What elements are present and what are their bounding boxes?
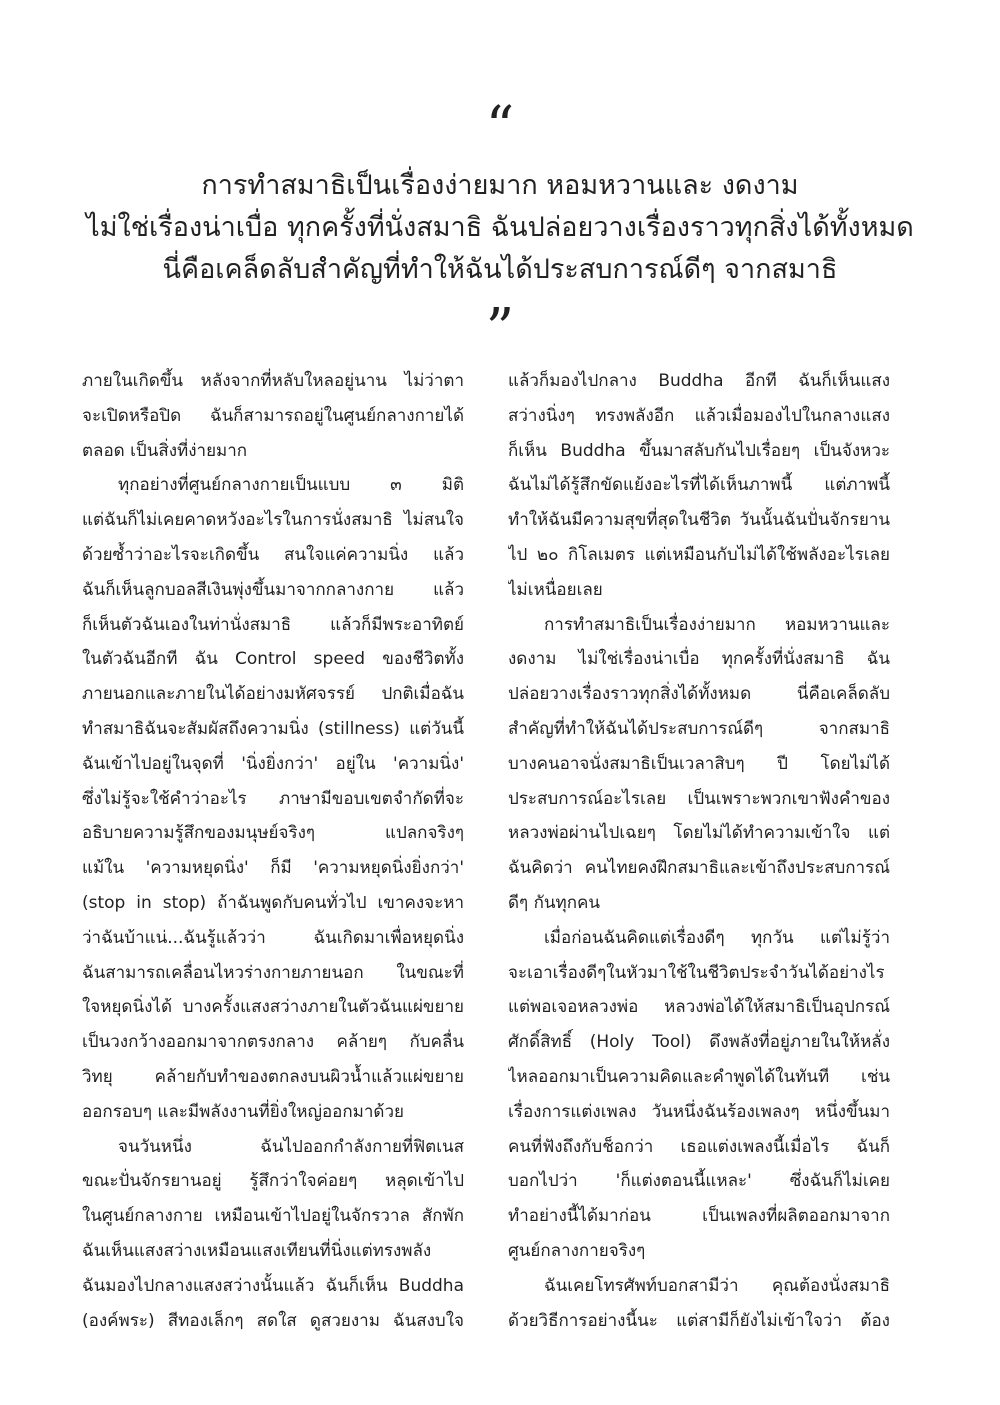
text-line: ออกรอบๆ และมีพลังงานที่ยิ่งใหญ่ออกมาด้วย <box>82 1101 404 1122</box>
text-line: งดงาม ไม่ใช่เรื่องน่าเบื่อ ทุกครั้งที่นั่งสมาธิ ฉัน <box>508 649 890 670</box>
text-line: ศูนย์กลางกายจริงๆ <box>508 1240 646 1261</box>
text-line: ฉันไม่ได้รู้สึกขัดแย้งอะไรที่ได้เห็นภาพนี้ แต่ภาพนี้ <box>508 475 890 496</box>
text-line: (stop in stop) ถ้าฉันพูดกับคนทั่วไป เขาคงจะหา <box>82 892 464 913</box>
pull-quote-line: การทำสมาธิเป็นเรื่องง่ายมาก หอมหวานและ งดงาม <box>201 170 799 201</box>
text-line: ศักดิ์สิทธิ์ (Holy Tool) ดึงพลังที่อยู่ภายในให้หลั่ง <box>508 1032 890 1053</box>
text-line: ฉันก็เห็นลูกบอลสีเงินพุ่งขึ้นมาจากกลางกาย แล้ว <box>82 579 464 600</box>
text-line: ภายนอกและภายในได้อย่างมหัศจรรย์ ปกติเมื่อฉัน <box>82 684 464 705</box>
pull-quote <box>60 165 940 291</box>
text-line: ด้วยวิธีการอย่างนี้นะ แต่สามีก็ยังไม่เข้าใจว่า ต้อง <box>508 1310 890 1331</box>
pull-quote-line: ไม่ใช่เรื่องน่าเบื่อ ทุกครั้งที่นั่งสมาธิ ฉันปล่อยวางเรื่องราวทุกสิ่งได้ทั้งหมด <box>86 212 914 243</box>
text-line: จะเอาเรื่องดีๆในหัวมาใช้ในชีวิตประจำวันได้อย่างไร <box>508 962 885 983</box>
text-line: ไหลออกมาเป็นความคิดและคำพูดได้ในทันที เช่น <box>508 1066 890 1087</box>
text-line: เป็นวงกว้างออกมาจากตรงกลาง คล้ายๆ กับคลื่น <box>82 1032 464 1053</box>
text-line: ฉันเห็นแสงสว่างเหมือนแสงเทียนที่นิ่งแต่ทรงพลัง <box>82 1240 432 1261</box>
text-line: แต่ฉันก็ไม่เคยคาดหวังอะไรในการนั่งสมาธิ ไม่สนใจ <box>82 510 464 531</box>
text-line: บอกไปว่า 'ก็แต่งตอนนี้แหละ' ซึ่งฉันก็ไม่เคย <box>508 1171 890 1192</box>
opening-quote-mark: “ <box>485 95 515 160</box>
text-line: สว่างนิ่งๆ ทรงพลังอีก แล้วเมื่อมองไปในกลางแสง <box>508 405 890 426</box>
text-line: ประสบการณ์อะไรเลย เป็นเพราะพวกเขาฟังคำของ <box>508 788 890 809</box>
text-line: ฉันเข้าไปอยู่ในจุดที่ 'นิ่งยิ่งกว่า' อยู่ใน 'ความนิ่ง' <box>82 753 464 774</box>
text-line: วิทยุ คล้ายกับทำของตกลงบนผิวน้ำแล้วแผ่ขยาย <box>82 1066 464 1087</box>
text-line: ไม่เหนื่อยเลย <box>508 579 603 600</box>
text-line: (องค์พระ) สีทองเล็กๆ สดใส ดูสวยงาม ฉันสงบใจ <box>82 1310 464 1331</box>
closing-quote-mark: ” <box>485 297 515 362</box>
text-line: ว่าฉันบ้าแน่...ฉันรู้แล้วว่า ฉันเกิดมาเพื่อหยุดนิ่ง <box>82 927 464 948</box>
text-line: จนวันหนึ่ง ฉันไปออกกำลังกายที่ฟิตเนส <box>118 1136 464 1157</box>
text-line: ทุกอย่างที่ศูนย์กลางกายเป็นแบบ ๓ มิติ <box>118 475 464 496</box>
text-line: ซึ่งไม่รู้จะใช้คำว่าอะไร ภาษามีขอบเขตจำกัดที่จะ <box>82 788 464 809</box>
text-line: บางคนอาจนั่งสมาธิเป็นเวลาสิบๆ ปี โดยไม่ได้ <box>508 753 890 774</box>
text-line: การทำสมาธิเป็นเรื่องง่ายมาก หอมหวานและ <box>544 614 890 635</box>
text-line: เมื่อก่อนฉันคิดแต่เรื่องดีๆ ทุกวัน แต่ไม่รู้ว่า <box>544 927 890 948</box>
text-line: ใจหยุดนิ่งได้ บางครั้งแสงสว่างภายในตัวฉันแผ่ขยาย <box>82 997 464 1018</box>
text-line: ปล่อยวางเรื่องราวทุกสิ่งได้ทั้งหมด นี่คือเคล็ดลับ <box>508 684 890 705</box>
text-line: จะเปิดหรือปิด ฉันก็สามารถอยู่ในศูนย์กลางกายได้ <box>82 405 464 426</box>
text-line: แล้วก็มองไปกลาง Buddha อีกที ฉันก็เห็นแสง <box>508 371 890 391</box>
text-line: คนที่ฟังถึงกับช็อกว่า เธอแต่งเพลงนี้เมื่อไร ฉันก็ <box>508 1136 890 1157</box>
pull-quote-line: นี่คือเคล็ดลับสำคัญที่ทำให้ฉันได้ประสบการณ์ดีๆ จากสมาธิ <box>162 254 838 285</box>
text-line: แต่พอเจอหลวงพ่อ หลวงพ่อได้ให้สมาธิเป็นอุปกรณ์ <box>508 997 890 1018</box>
text-line: ฉันมองไปกลางแสงสว่างนั้นแล้ว ฉันก็เห็น Buddha <box>82 1275 464 1296</box>
text-line: ไป ๒๐ กิโลเมตร แต่เหมือนกับไม่ได้ใช้พลังอะไรเลย <box>508 544 890 565</box>
text-line: ดีๆ กันทุกคน <box>508 892 600 913</box>
text-line: สำคัญที่ทำให้ฉันได้ประสบการณ์ดีๆ จากสมาธิ <box>508 718 890 739</box>
text-line: ฉันสามารถเคลื่อนไหวร่างกายภายนอก ในขณะที่ <box>82 962 464 983</box>
text-line: ทำอย่างนี้ได้มาก่อน เป็นเพลงที่ผลิตออกมาจาก <box>508 1206 890 1227</box>
text-line: ก็เห็นตัวฉันเองในท่านั่งสมาธิ แล้วก็มีพระอาทิตย์ <box>82 614 464 635</box>
text-line: ก็เห็น Buddha ขึ้นมาสลับกันไปเรื่อยๆ เป็นจังหวะ <box>508 440 890 461</box>
right-text-column <box>508 364 890 1364</box>
text-line: ทำสมาธิฉันจะสัมผัสถึงความนิ่ง (stillness) แต่วันนี้ <box>82 718 464 739</box>
text-line: ภายในเกิดขึ้น หลังจากที่หลับใหลอยู่นาน ไม่ว่าตา <box>82 371 464 391</box>
text-line: ตลอด เป็นสิ่งที่ง่ายมาก <box>82 440 248 461</box>
text-line: เรื่องการแต่งเพลง วันหนึ่งฉันร้องเพลงๆ หนึ่งขึ้นมา <box>508 1101 890 1122</box>
text-line: ขณะปั่นจักรยานอยู่ รู้สึกว่าใจค่อยๆ หลุดเข้าไป <box>82 1171 464 1192</box>
text-line: ฉันคิดว่า คนไทยคงฝึกสมาธิและเข้าถึงประสบการณ์ <box>508 858 890 879</box>
text-line: ด้วยซ้ำว่าอะไรจะเกิดขึ้น สนใจแค่ความนิ่ง แล้ว <box>82 544 464 565</box>
text-line: อธิบายความรู้สึกของมนุษย์จริงๆ แปลกจริงๆ <box>82 823 464 844</box>
text-line: หลวงพ่อผ่านไปเฉยๆ โดยไม่ได้ทำความเข้าใจ แต่ <box>508 823 890 844</box>
text-line: ในตัวฉันอีกที ฉัน Control speed ของชีวิตทั้ง <box>82 649 464 670</box>
text-line: แม้ใน 'ความหยุดนิ่ง' ก็มี 'ความหยุดนิ่งยิ่งกว่า' <box>82 858 464 879</box>
text-line: ฉันเคยโทรศัพท์บอกสามีว่า คุณต้องนั่งสมาธิ <box>544 1275 890 1296</box>
text-line: ทำให้ฉันมีความสุขที่สุดในชีวิต วันนั้นฉันปั่นจักรยาน <box>508 510 890 531</box>
left-text-column <box>82 364 464 1364</box>
text-line: ในศูนย์กลางกาย เหมือนเข้าไปอยู่ในจักรวาล สักพัก <box>82 1206 464 1227</box>
